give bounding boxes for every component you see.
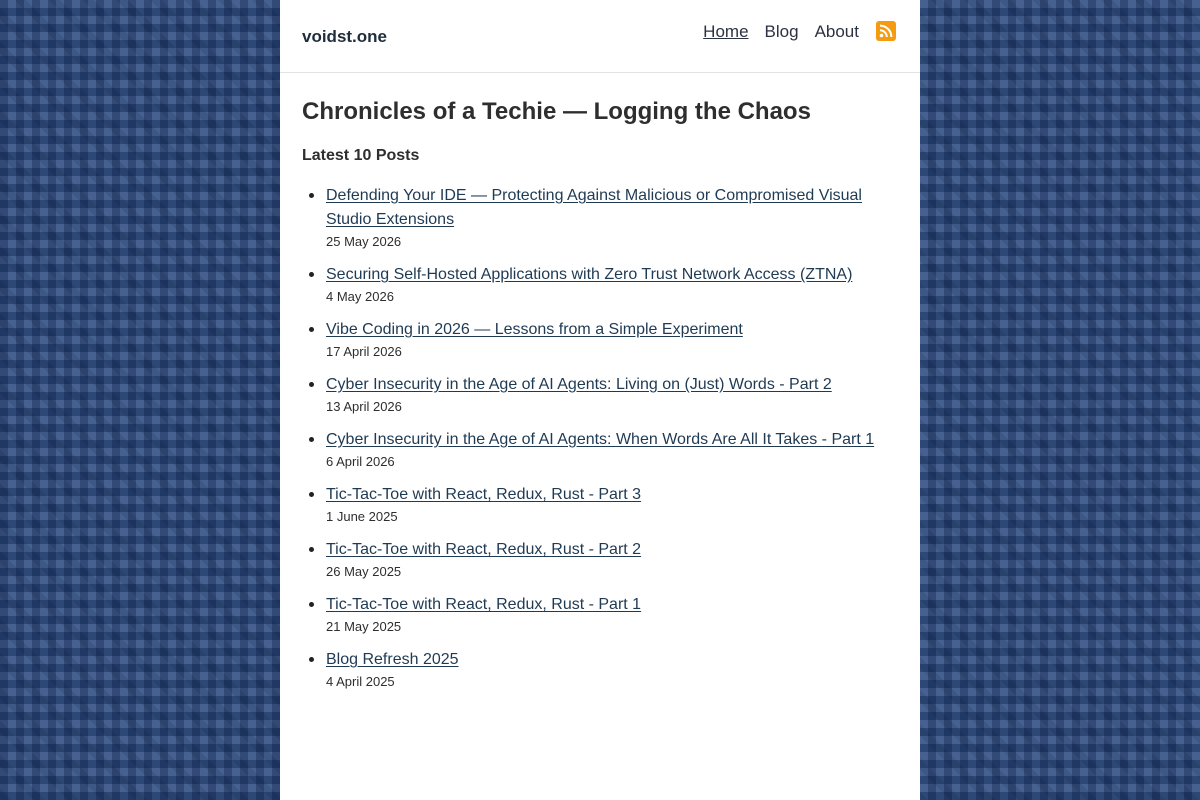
post-link[interactable]: Tic-Tac-Toe with React, Redux, Rust - Part 3 xyxy=(326,486,642,503)
list-item xyxy=(302,318,898,361)
post-date: 1 June 2025 xyxy=(326,509,398,524)
nav-home[interactable]: Home xyxy=(703,22,749,41)
nav-about[interactable]: About xyxy=(814,22,859,41)
post-link[interactable]: Cyber Insecurity in the Age of AI Agents: When Words Are All It Takes - Part 1 xyxy=(326,431,875,448)
post-date: 17 April 2026 xyxy=(326,344,402,359)
list-item xyxy=(302,184,898,251)
post-date: 25 May 2026 xyxy=(326,234,402,249)
post-link[interactable]: Defending Your IDE — Protecting Against Malicious or Compromised Visual Studio Extensions xyxy=(326,187,862,228)
list-item xyxy=(302,263,898,306)
post-date: 26 May 2025 xyxy=(326,564,402,579)
post-date: 6 April 2026 xyxy=(326,454,395,469)
rss-icon[interactable] xyxy=(876,21,896,41)
list-item xyxy=(302,373,898,416)
list-item xyxy=(302,428,898,471)
site-header xyxy=(280,0,920,73)
post-link[interactable]: Vibe Coding in 2026 — Lessons from a Simple Experiment xyxy=(326,321,743,338)
page-container xyxy=(280,0,920,800)
post-link[interactable]: Tic-Tac-Toe with React, Redux, Rust - Part 2 xyxy=(326,541,642,558)
post-link[interactable]: Tic-Tac-Toe with React, Redux, Rust - Part 1 xyxy=(326,596,642,613)
list-item xyxy=(302,483,898,526)
main-nav xyxy=(703,22,896,42)
post-list xyxy=(302,184,898,691)
main-content xyxy=(280,73,920,691)
list-item xyxy=(302,538,898,581)
site-name-link[interactable]: voidst.one xyxy=(302,27,388,46)
list-item xyxy=(302,593,898,636)
nav-blog[interactable]: Blog xyxy=(764,22,799,41)
post-date: 21 May 2025 xyxy=(326,619,402,634)
section-title: Latest 10 Posts xyxy=(302,147,420,164)
post-link[interactable]: Blog Refresh 2025 xyxy=(326,651,459,668)
post-date: 4 April 2025 xyxy=(326,674,395,689)
post-link[interactable]: Securing Self-Hosted Applications with Zero Trust Network Access (ZTNA) xyxy=(326,266,853,283)
page-title: Chronicles of a Techie — Logging the Chaos xyxy=(302,98,811,125)
post-link[interactable]: Cyber Insecurity in the Age of AI Agents: Living on (Just) Words - Part 2 xyxy=(326,376,832,393)
post-date: 4 May 2026 xyxy=(326,289,394,304)
list-item xyxy=(302,648,898,691)
post-date: 13 April 2026 xyxy=(326,399,402,414)
